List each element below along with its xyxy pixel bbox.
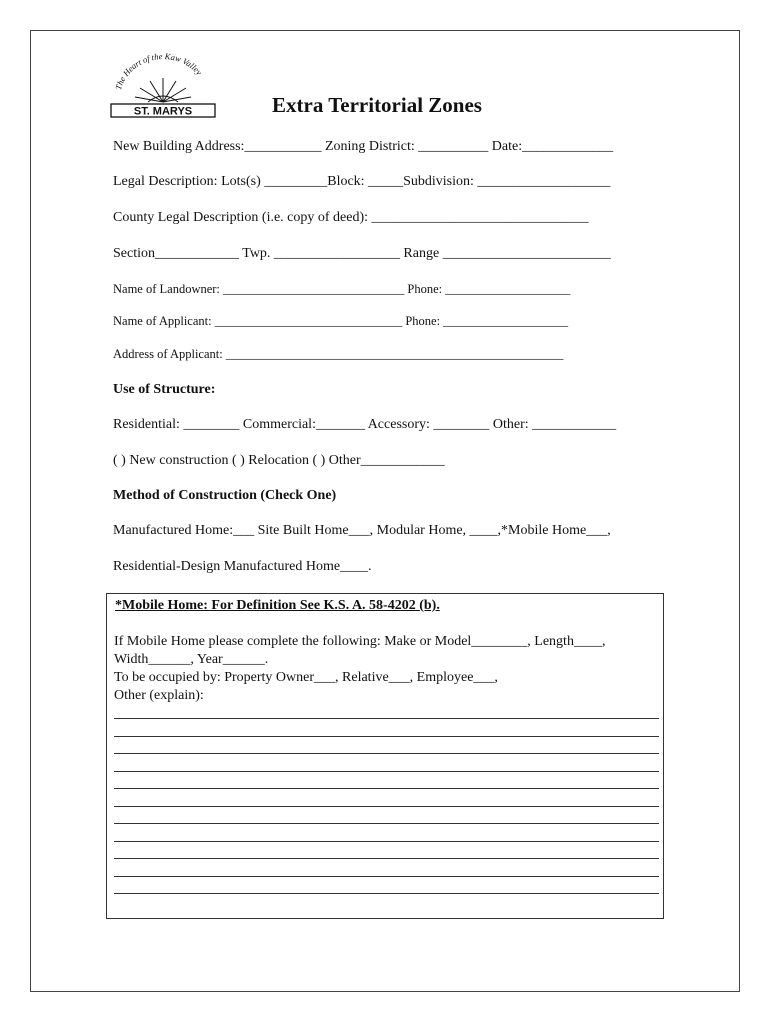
use-of-structure-line[interactable]: Residential: ________ Commercial:_______ Accessory: ________ Other: ____________ [113,417,617,432]
explain-line[interactable] [114,823,659,824]
explain-line[interactable] [114,806,659,807]
explain-line[interactable] [114,858,659,859]
explain-line[interactable] [114,841,659,842]
explain-line[interactable] [114,771,659,772]
logo-name: ST. MARYS [133,105,193,118]
page-title: Extra Territorial Zones [272,93,482,117]
explain-line[interactable] [114,893,659,894]
explain-line[interactable] [114,736,659,737]
mobile-home-other-label: Other (explain): [114,688,204,703]
section-twp-range-line[interactable]: Section____________ Twp. __________________ Range ________________________ [113,246,611,261]
mobile-home-box [106,593,664,919]
svg-text:The Heart of the Kaw Valley [113,51,204,91]
county-legal-description-line[interactable]: County Legal Description (i.e. copy of deed): _______________________________ [113,210,589,225]
applicant-address-line[interactable]: Address of Applicant: ______________________________________________________ [113,347,564,361]
mobile-home-heading: *Mobile Home: For Definition See K.S. A. 58-4202 (b). [115,598,440,613]
legal-description-line[interactable]: Legal Description: Lots(s) _________Block: _____Subdivision: ___________________ [113,174,611,189]
explain-line[interactable] [114,718,659,719]
st-marys-logo [108,50,218,120]
method-line-1[interactable]: Manufactured Home:___ Site Built Home___, Modular Home, ____,*Mobile Home___, [113,523,611,538]
method-line-2[interactable]: Residential-Design Manufactured Home____. [113,559,372,574]
mobile-home-occupied-line[interactable]: To be occupied by: Property Owner___, Relative___, Employee___, [114,670,498,685]
method-of-construction-heading: Method of Construction (Check One) [113,488,337,503]
logo-arc-text: The Heart of the Kaw Valley [113,51,205,91]
applicant-line[interactable]: Name of Applicant: ______________________________ Phone: ____________________ [113,314,569,328]
mobile-home-width-line[interactable]: Width______, Year______. [114,652,269,667]
explain-line[interactable] [114,788,659,789]
mobile-home-text [114,633,659,705]
mobile-home-make-line[interactable]: If Mobile Home please complete the following: Make or Model________, Length____, [114,634,606,649]
landowner-line[interactable]: Name of Landowner: _____________________________ Phone: ____________________ [113,282,571,296]
explain-line[interactable] [114,876,659,877]
explain-lines[interactable] [114,718,659,911]
use-of-structure-heading: Use of Structure: [113,382,216,397]
new-building-address-line[interactable]: New Building Address:___________ Zoning District: __________ Date:_____________ [113,139,614,154]
explain-line[interactable] [114,753,659,754]
construction-type-line[interactable]: ( ) New construction ( ) Relocation ( ) Other____________ [113,453,445,468]
